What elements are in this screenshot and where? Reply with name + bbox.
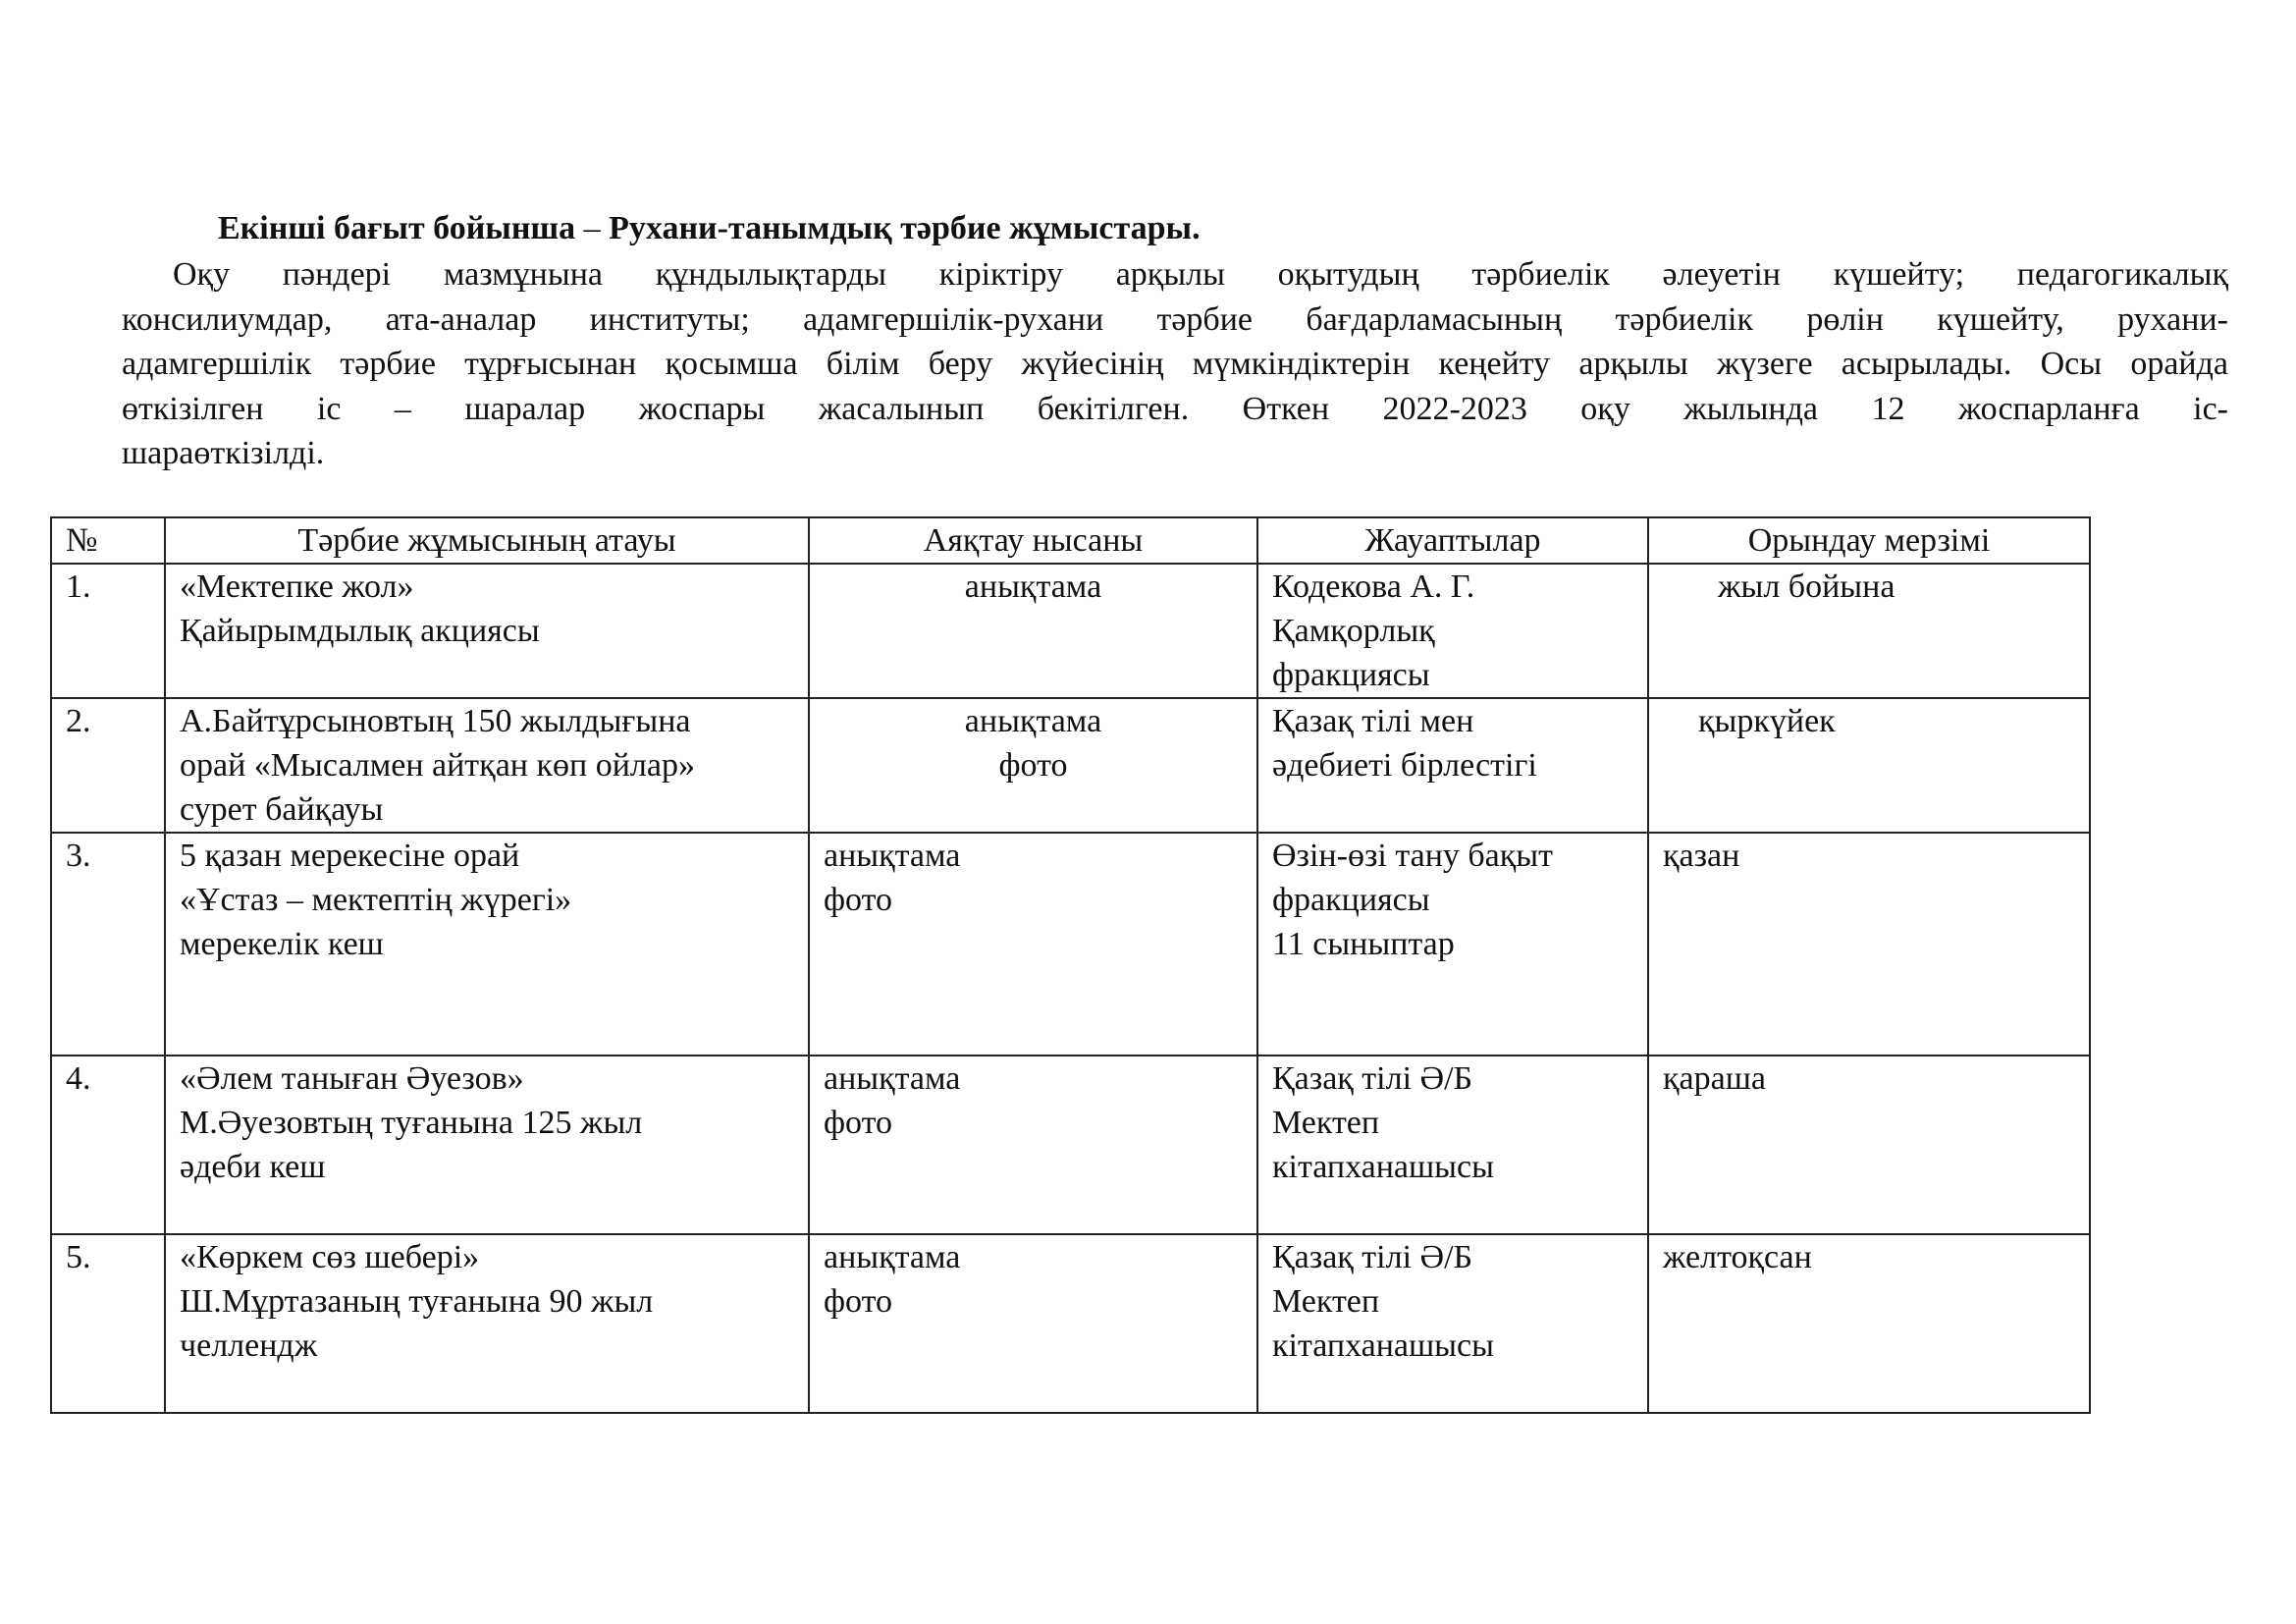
cell-event-name bbox=[165, 1056, 809, 1234]
cell-deadline bbox=[1648, 698, 2090, 833]
cell-text: «Ұстаз – мектептің жүрегі» bbox=[180, 882, 572, 918]
cell-text: жыл бойына bbox=[1718, 568, 1896, 605]
cell-number: 5. bbox=[51, 1234, 165, 1413]
cell-text: кітапханашысы bbox=[1272, 1327, 1494, 1364]
cell-text: сурет байқауы bbox=[180, 791, 384, 828]
cell-responsible bbox=[1257, 564, 1648, 698]
cell-deadline bbox=[1648, 1234, 2090, 1413]
cell-deadline bbox=[1648, 1056, 2090, 1234]
cell-deadline bbox=[1648, 564, 2090, 698]
cell-text: анықтама bbox=[964, 703, 1102, 739]
paragraph-line: Оқу пәндері мазмұнына құндылықтарды кіріктіру арқылы оқытудың тәрбиелік әлеуетін күшейту; педагогикалық bbox=[173, 256, 2228, 293]
cell-number: 2. bbox=[51, 698, 165, 833]
table-row bbox=[51, 698, 2090, 833]
cell-text: мерекелік кеш bbox=[180, 926, 384, 962]
cell-text: желтоқсан bbox=[1663, 1239, 1812, 1275]
header-number: № bbox=[51, 517, 165, 564]
cell-text: анықтама bbox=[824, 838, 961, 874]
cell-completion-form bbox=[809, 1234, 1257, 1413]
cell-text: анықтама bbox=[824, 1239, 961, 1275]
paragraph-line: шараөткізілді. bbox=[122, 435, 325, 471]
paragraph-line: адамгершілік тәрбие тұрғысынан қосымша білім беру жүйесінің мүмкіндіктерін кеңейту арқылы жүзеге асырылады. Осы орайда bbox=[122, 346, 2228, 382]
heading-lead: Екінші бағыт бойынша bbox=[218, 210, 576, 246]
cell-responsible bbox=[1257, 698, 1648, 833]
cell-number: 4. bbox=[51, 1056, 165, 1234]
cell-text: Қайырымдылық акциясы bbox=[180, 613, 540, 649]
cell-text: фракциясы bbox=[1272, 882, 1430, 918]
cell-text: Мектеп bbox=[1272, 1105, 1380, 1141]
cell-text: Қазақ тілі Ә/Б bbox=[1272, 1239, 1473, 1275]
cell-text: қараша bbox=[1663, 1060, 1766, 1097]
paragraph-line: өткізілген іс – шаралар жоспары жасалынып бекітілген. Өткен 2022-2023 оқу жылында 12 жоспарланға іс- bbox=[122, 390, 2228, 427]
cell-text: 5 қазан мерекесіне орай bbox=[180, 838, 520, 874]
events-table bbox=[50, 516, 2091, 1414]
cell-text: фото bbox=[824, 1105, 892, 1141]
cell-completion-form bbox=[809, 564, 1257, 698]
intro-paragraph bbox=[122, 252, 2228, 476]
cell-text: челлендж bbox=[180, 1327, 318, 1364]
cell-responsible bbox=[1257, 1234, 1648, 1413]
section-heading bbox=[218, 206, 1201, 251]
cell-deadline bbox=[1648, 833, 2090, 1056]
table-row bbox=[51, 833, 2090, 1056]
cell-text: Ш.Мұртазаның туғанына 90 жыл bbox=[180, 1283, 654, 1320]
cell-text: «Мектепке жол» bbox=[180, 568, 414, 605]
cell-event-name bbox=[165, 833, 809, 1056]
cell-text: фото bbox=[998, 747, 1068, 784]
cell-text: фракциясы bbox=[1272, 657, 1430, 693]
cell-event-name bbox=[165, 1234, 809, 1413]
cell-text: А.Байтұрсыновтың 150 жылдығына bbox=[180, 703, 691, 739]
cell-text: Қазақ тілі Ә/Б bbox=[1272, 1060, 1473, 1097]
cell-text: «Көркем сөз шебері» bbox=[180, 1239, 480, 1275]
cell-completion-form bbox=[809, 1056, 1257, 1234]
events-table-wrapper bbox=[50, 516, 2091, 1414]
cell-text: «Әлем таныған Әуезов» bbox=[180, 1060, 524, 1097]
cell-text: әдебиеті бірлестігі bbox=[1272, 747, 1537, 784]
cell-completion-form bbox=[809, 698, 1257, 833]
table-row bbox=[51, 1234, 2090, 1413]
header-deadline: Орындау мерзімі bbox=[1648, 517, 2090, 564]
cell-text: орай «Мысалмен айтқан көп ойлар» bbox=[180, 747, 695, 784]
header-responsible: Жауаптылар bbox=[1257, 517, 1648, 564]
cell-text: қыркүйек bbox=[1698, 703, 1836, 739]
cell-text: әдеби кеш bbox=[180, 1149, 326, 1185]
cell-text: қазан bbox=[1663, 838, 1740, 874]
cell-text: Қамқорлық bbox=[1272, 613, 1435, 649]
heading-topic: Рухани-танымдық тәрбие жұмыстары. bbox=[609, 210, 1201, 246]
table-row bbox=[51, 1056, 2090, 1234]
paragraph-line: консилиумдар, ата-аналар институты; адамгершілік-рухани тәрбие бағдарламасының тәрбиелік рөлін күшейту, рухани- bbox=[122, 300, 2228, 338]
table-header-row bbox=[51, 517, 2090, 564]
cell-number: 1. bbox=[51, 564, 165, 698]
cell-text: Қазақ тілі мен bbox=[1272, 703, 1474, 739]
cell-event-name bbox=[165, 698, 809, 833]
cell-text: фото bbox=[824, 1283, 892, 1320]
cell-text: фото bbox=[824, 882, 892, 918]
cell-responsible bbox=[1257, 833, 1648, 1056]
heading-dash: – bbox=[583, 210, 601, 246]
cell-number: 3. bbox=[51, 833, 165, 1056]
cell-text: 11 сыныптар bbox=[1272, 926, 1455, 962]
cell-text: М.Әуезовтың туғанына 125 жыл bbox=[180, 1105, 643, 1141]
header-completion-form: Аяқтау нысаны bbox=[809, 517, 1257, 564]
cell-event-name bbox=[165, 564, 809, 698]
cell-responsible bbox=[1257, 1056, 1648, 1234]
cell-text: Кодекова А. Г. bbox=[1272, 568, 1475, 605]
cell-text: Мектеп bbox=[1272, 1283, 1380, 1320]
header-event-name: Тәрбие жұмысының атауы bbox=[165, 517, 809, 564]
cell-text: анықтама bbox=[824, 1060, 961, 1097]
table-row bbox=[51, 564, 2090, 698]
cell-text: Өзін-өзі тану бақыт bbox=[1272, 838, 1553, 874]
cell-text: анықтама bbox=[964, 568, 1102, 605]
cell-text: кітапханашысы bbox=[1272, 1149, 1494, 1185]
cell-completion-form bbox=[809, 833, 1257, 1056]
